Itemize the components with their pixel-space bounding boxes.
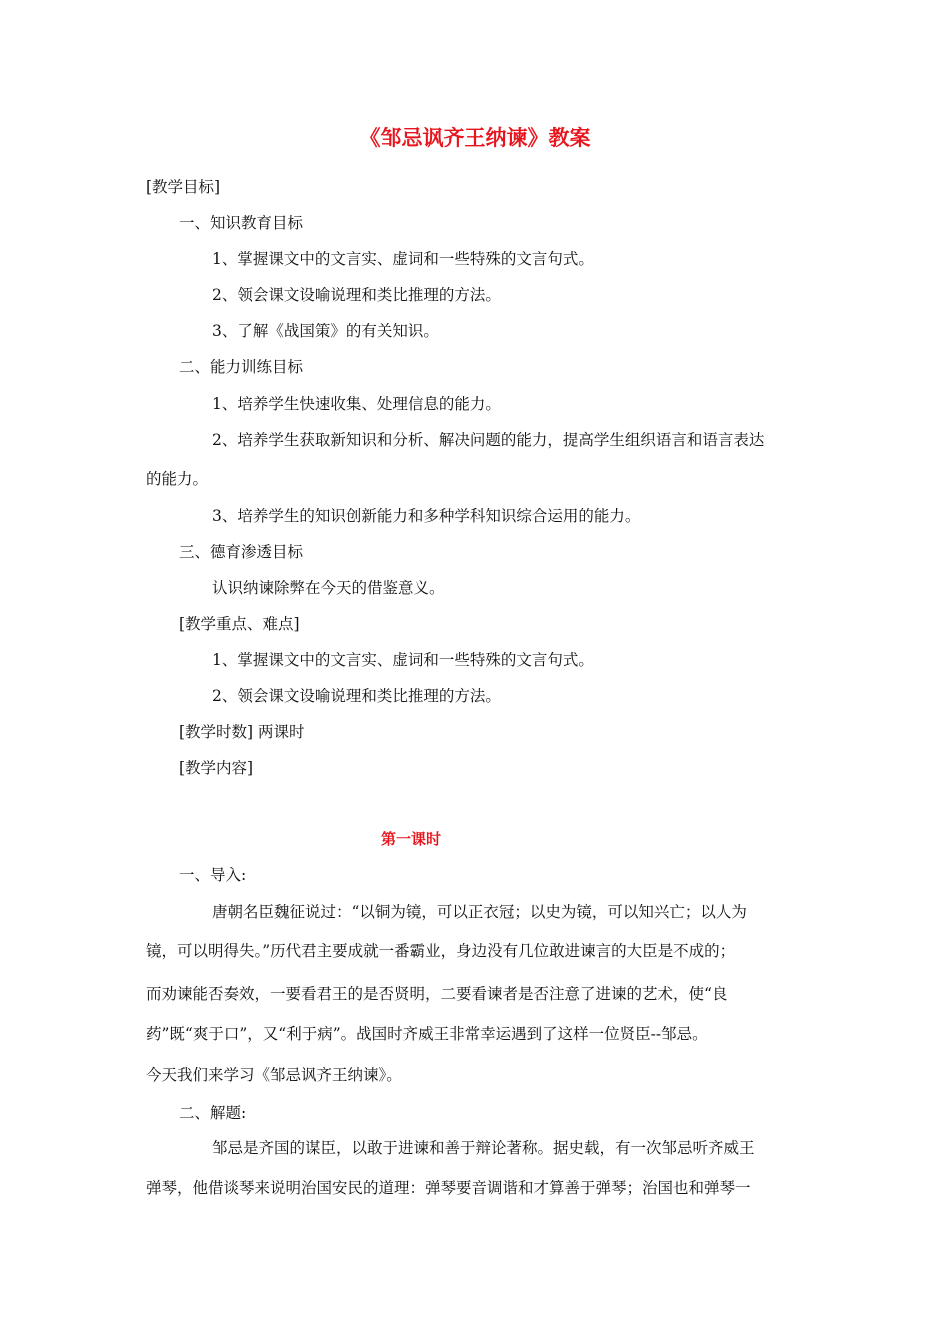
- ability-goal-2-line-2: 的能力。: [146, 470, 209, 488]
- explain-header: 二、解题:: [179, 1104, 247, 1122]
- ability-goal-2-line-1: 2、培养学生获取新知识和分析、解决问题的能力，提高学生组织语言和语言表达: [212, 431, 765, 449]
- intro-paragraph-line-4: 药”既“爽于口”，又“利于病”。战国时齐威王非常幸运遇到了这样一位贤臣--邹忌。: [146, 1025, 708, 1043]
- knowledge-goal-1: 1、掌握课文中的文言实、虚词和一些特殊的文言句式。: [212, 250, 594, 268]
- moral-goals-header: 三、德育渗透目标: [179, 543, 304, 561]
- explain-paragraph-line-1: 邹忌是齐国的谋臣，以敢于进谏和善于辩论著称。据史载，有一次邹忌听齐威王: [212, 1139, 755, 1157]
- intro-paragraph-line-2: 镜，可以明得失。”历代君主要成就一番霸业，身边没有几位敢进谏言的大臣是不成的；: [146, 942, 736, 960]
- teaching-goals-header: [教学目标]: [146, 178, 221, 196]
- ability-goals-header: 二、能力训练目标: [179, 358, 304, 376]
- moral-goal-1: 认识纳谏除弊在今天的借鉴意义。: [212, 579, 445, 597]
- ability-goal-3: 3、培养学生的知识创新能力和多种学科知识综合运用的能力。: [212, 507, 641, 525]
- explain-paragraph-line-2: 弹琴，他借谈琴来说明治国安民的道理：弹琴要音调谐和才算善于弹琴；治国也和弹琴一: [146, 1179, 751, 1197]
- lesson-1-heading: 第一课时: [380, 830, 441, 848]
- teaching-hours: [教学时数] 两课时: [179, 723, 305, 741]
- intro-paragraph-line-5: 今天我们来学习《邹忌讽齐王纳谏》。: [146, 1066, 402, 1084]
- key-point-2: 2、领会课文设喻说理和类比推理的方法。: [212, 687, 501, 705]
- key-point-1: 1、掌握课文中的文言实、虚词和一些特殊的文言句式。: [212, 651, 594, 669]
- document-title: 《邹忌讽齐王纳谏》教案: [359, 125, 591, 150]
- knowledge-goal-2: 2、领会课文设喻说理和类比推理的方法。: [212, 286, 501, 304]
- key-points-header: [教学重点、难点]: [179, 615, 300, 633]
- knowledge-goal-3: 3、了解《战国策》的有关知识。: [212, 322, 439, 340]
- intro-header: 一、导入:: [179, 866, 247, 884]
- knowledge-goals-header: 一、知识教育目标: [179, 214, 304, 232]
- ability-goal-1: 1、培养学生快速收集、处理信息的能力。: [212, 395, 501, 413]
- intro-paragraph-line-1: 唐朝名臣魏征说过：“以铜为镜，可以正衣冠；以史为镜，可以知兴亡；以人为: [212, 903, 747, 921]
- teaching-content-header: [教学内容]: [179, 759, 254, 777]
- intro-paragraph-line-3: 而劝谏能否奏效，一要看君王的是否贤明，二要看谏者是否注意了进谏的艺术，使“良: [146, 985, 728, 1003]
